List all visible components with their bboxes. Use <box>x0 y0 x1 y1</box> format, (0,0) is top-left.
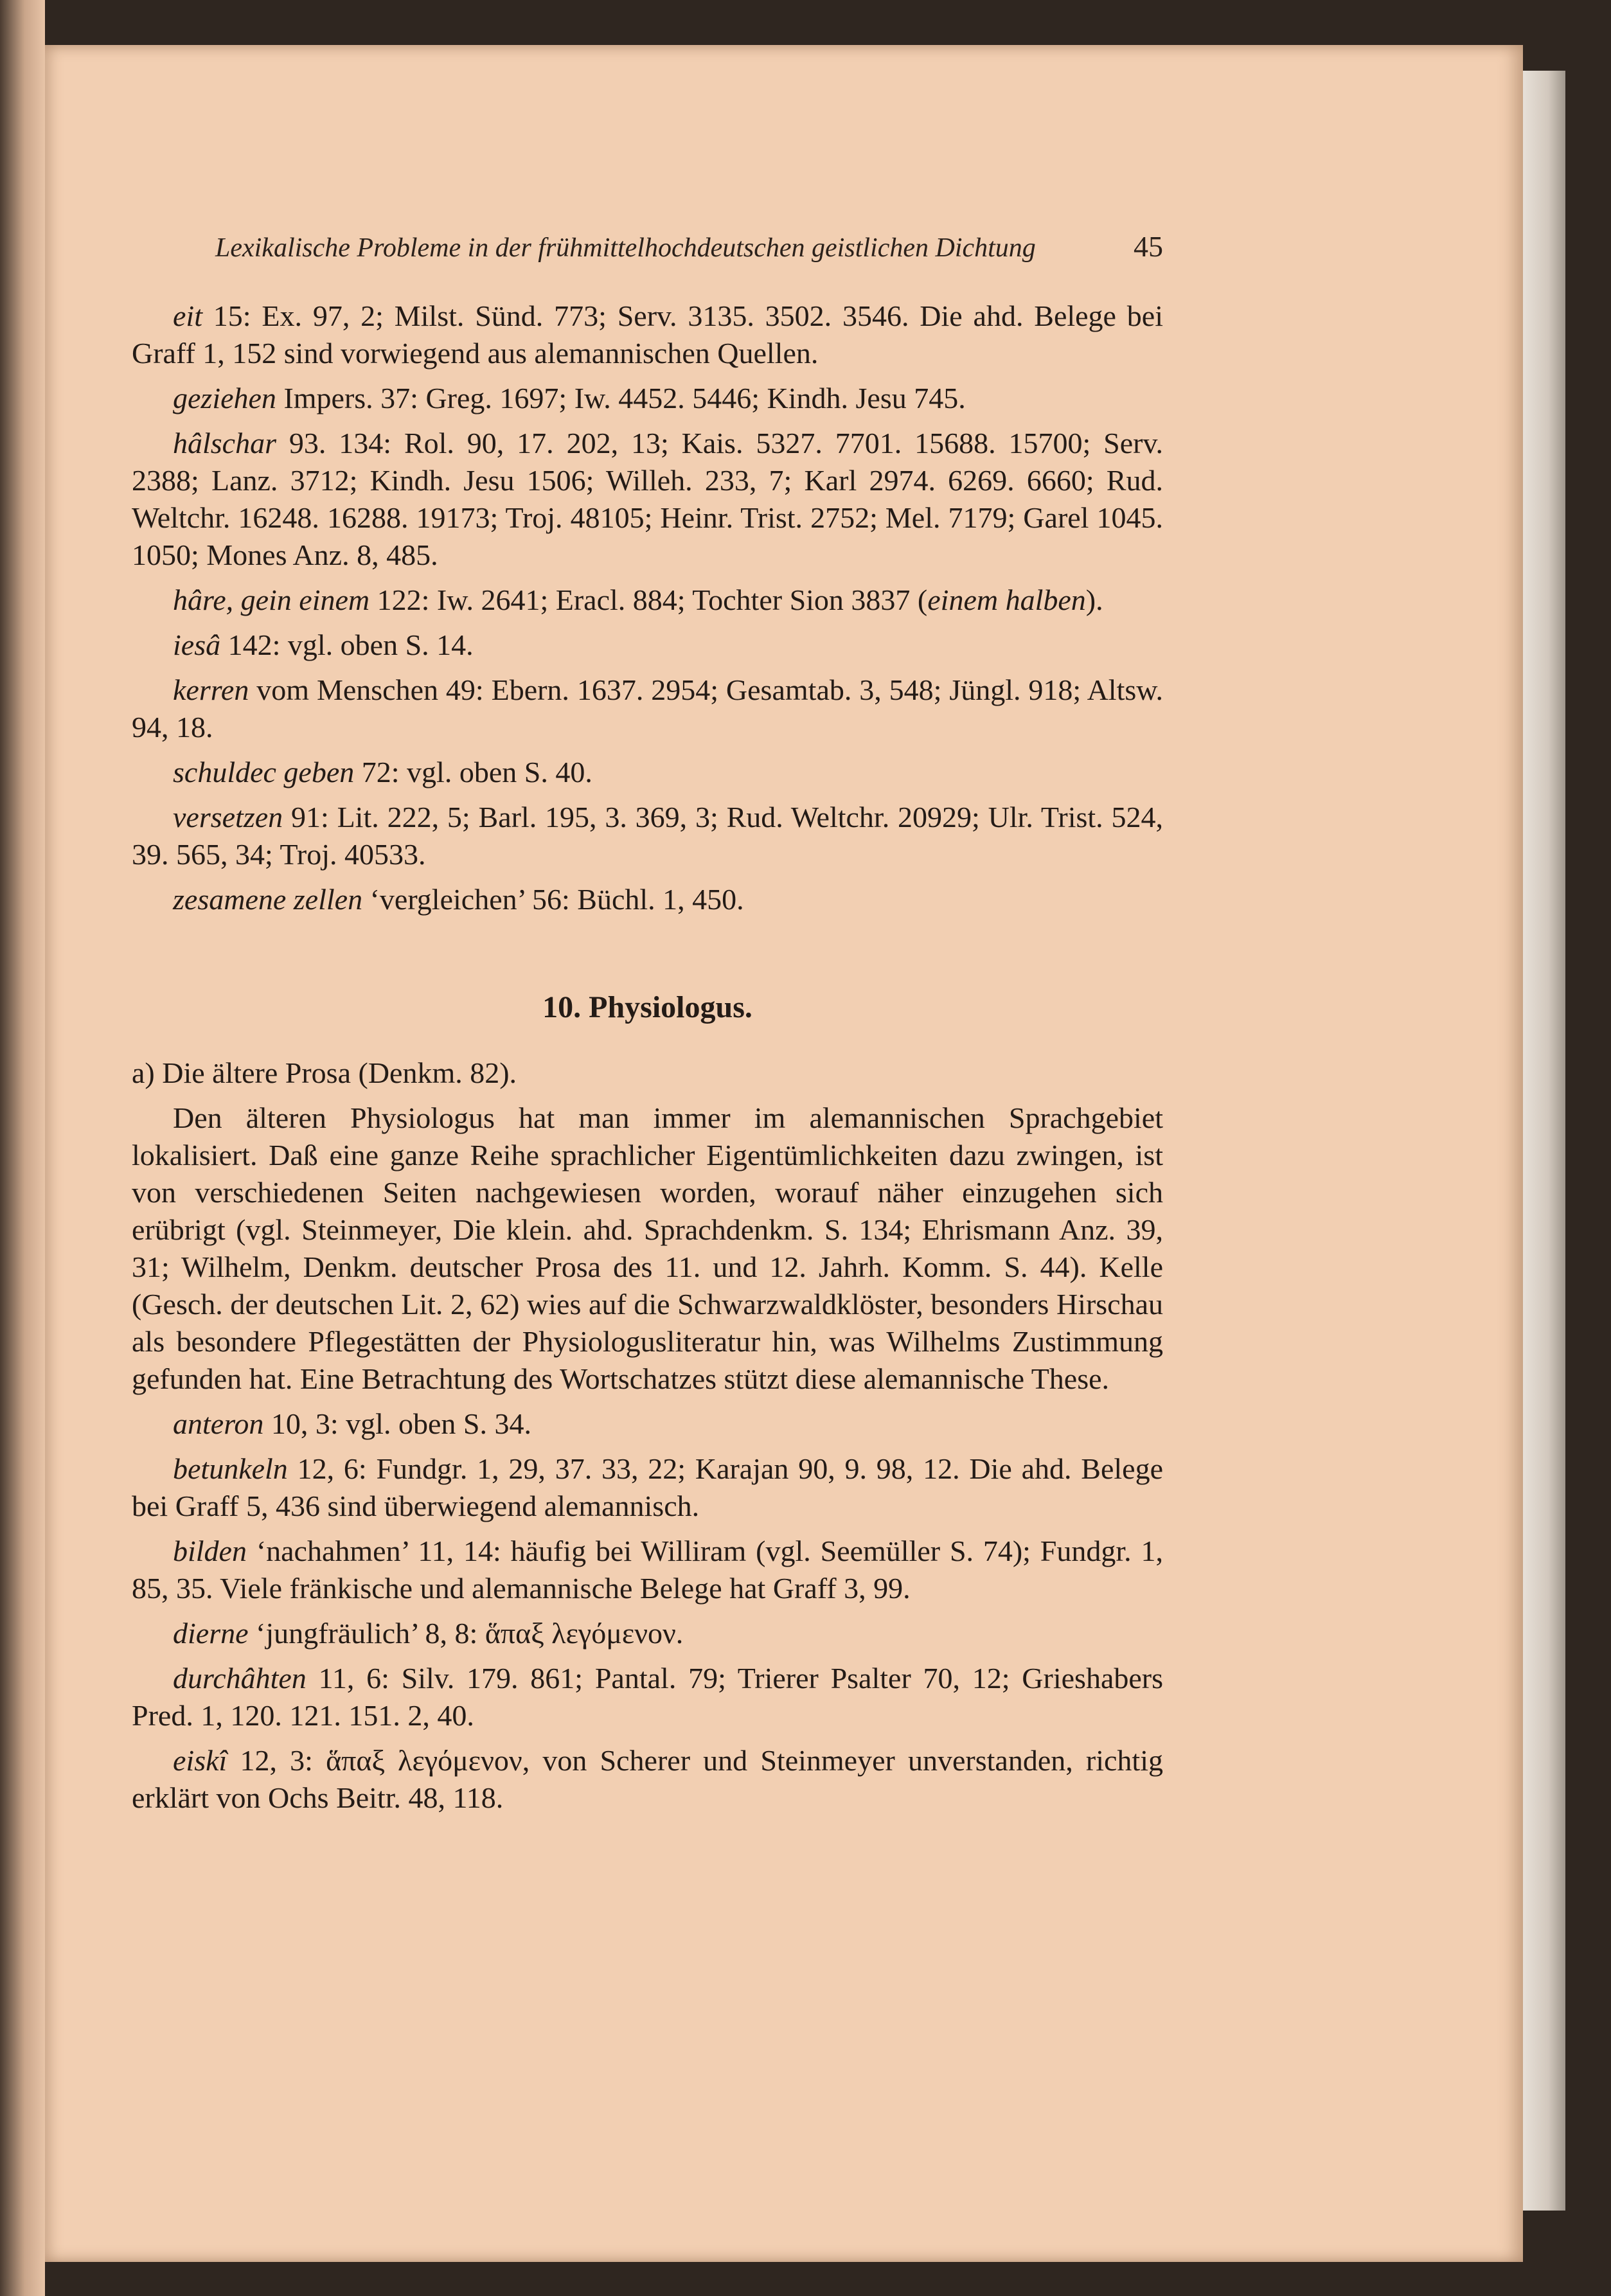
entry-betunkeln: betunkeln 12, 6: Fundgr. 1, 29, 37. 33, 22; Karajan 90, 9. 98, 12. Die ahd. Belege bei Graff 5, 436 sind überwiegend alemannisch. <box>132 1452 1163 1522</box>
entry-eiski: eiskî 12, 3: ἅπαξ λεγόμενον, von Scherer und Steinmeyer unverstanden, richtig erklärt von Ochs Beitr. 48, 118. <box>132 1744 1163 1814</box>
entry-zesamene-zellen: zesamene zellen ‘vergleichen’ 56: Büchl. 1, 450. <box>173 883 744 916</box>
facing-page-edge <box>0 0 45 2296</box>
entry-durchahten: durchâhten 11, 6: Silv. 179. 861; Pantal. 79; Trierer Psalter 70, 12; Grieshabers Pred. 1, 120. 121. 151. 2, 40. <box>132 1662 1163 1732</box>
subheading: a) Die ältere Prosa (Denkm. 82). <box>132 1056 517 1089</box>
entry-hare: hâre, gein einem 122: Iw. 2641; Eracl. 884; Tochter Sion 3837 (einem halben). <box>173 583 1103 616</box>
entry-versetzen: versetzen 91: Lit. 222, 5; Barl. 195, 3. 369, 3; Rud. Weltchr. 20929; Ulr. Trist. 524, 39. 565, 34; Troj. 40533. <box>132 801 1163 871</box>
entry-iesa: iesâ 142: vgl. oben S. 14. <box>173 628 474 661</box>
entry-anteron: anteron 10, 3: vgl. oben S. 34. <box>173 1407 531 1440</box>
page-stack-edge <box>1523 71 1565 2211</box>
body-paragraph: Den älteren Physiologus hat man immer im alemannischen Sprachgebiet lokalisiert. Daß eine ganze Reihe sprachlicher Eigentümlichkeiten dazu zwingen, ist von verschiedenen Seiten nachgewiesen worden, worauf näher einzugehen sich erübrigt (vgl. Steinmeyer, Die klein. ahd. Sprachdenkm. S. 134; Ehrismann Anz. 39, 31; Wilhelm, Denkm. deutscher Prosa des 11. und 12. Jahrh. Komm. S. 44). Kelle (Gesch. der deutschen Lit. 2, 62) wies auf die Schwarzwaldklöster, besonders Hirschau als besondere Pflegestätten der Physiologusliteratur hin, was Wilhelms Zustimmung gefunden hat. Eine Betrachtung des Wortschatzes stützt diese alemannische These. <box>132 1101 1163 1395</box>
entry-kerren: kerren vom Menschen 49: Ebern. 1637. 2954; Gesamtab. 3, 548; Jüngl. 918; Altsw. 94, 18. <box>132 673 1163 743</box>
entry-eit: eit 15: Ex. 97, 2; Milst. Sünd. 773; Serv. 3135. 3502. 3546. Die ahd. Belege bei Graff 1, 152 sind vorwiegend aus alemannischen Quellen. <box>132 299 1163 369</box>
entry-schuldec-geben: schuldec geben 72: vgl. oben S. 40. <box>173 756 592 788</box>
entry-bilden: bilden ‘nachahmen’ 11, 14: häufig bei Williram (vgl. Seemüller S. 74); Fundgr. 1, 85, 35. Viele fränkische und alemannische Belege hat Graff 3, 99. <box>132 1535 1163 1605</box>
page-number: 45 <box>1134 230 1163 263</box>
text-block <box>132 228 1163 1824</box>
entry-geziehen: geziehen Impers. 37: Greg. 1697; Iw. 4452. 5446; Kindh. Jesu 745. <box>173 382 966 414</box>
section-title: 10. Physiologus. <box>542 990 752 1024</box>
entry-dierne: dierne ‘jungfräulich’ 8, 8: ἅπαξ λεγόμενον. <box>173 1617 684 1650</box>
entry-halschar: hâlschar 93. 134: Rol. 90, 17. 202, 13; Kais. 5327. 7701. 15688. 15700; Serv. 2388; Lanz. 3712; Kindh. Jesu 1506; Willeh. 233, 7; Karl 2974. 6269. 6660; Rud. Weltchr. 16248. 16288. 19173; Troj. 48105; Heinr. Trist. 2752; Mel. 7179; Garel 1045. 1050; Mones Anz. 8, 485. <box>132 427 1163 571</box>
running-title: Lexikalische Probleme in der frühmittelhochdeutschen geistlichen Dichtung <box>215 233 1036 263</box>
running-head <box>215 228 1163 267</box>
